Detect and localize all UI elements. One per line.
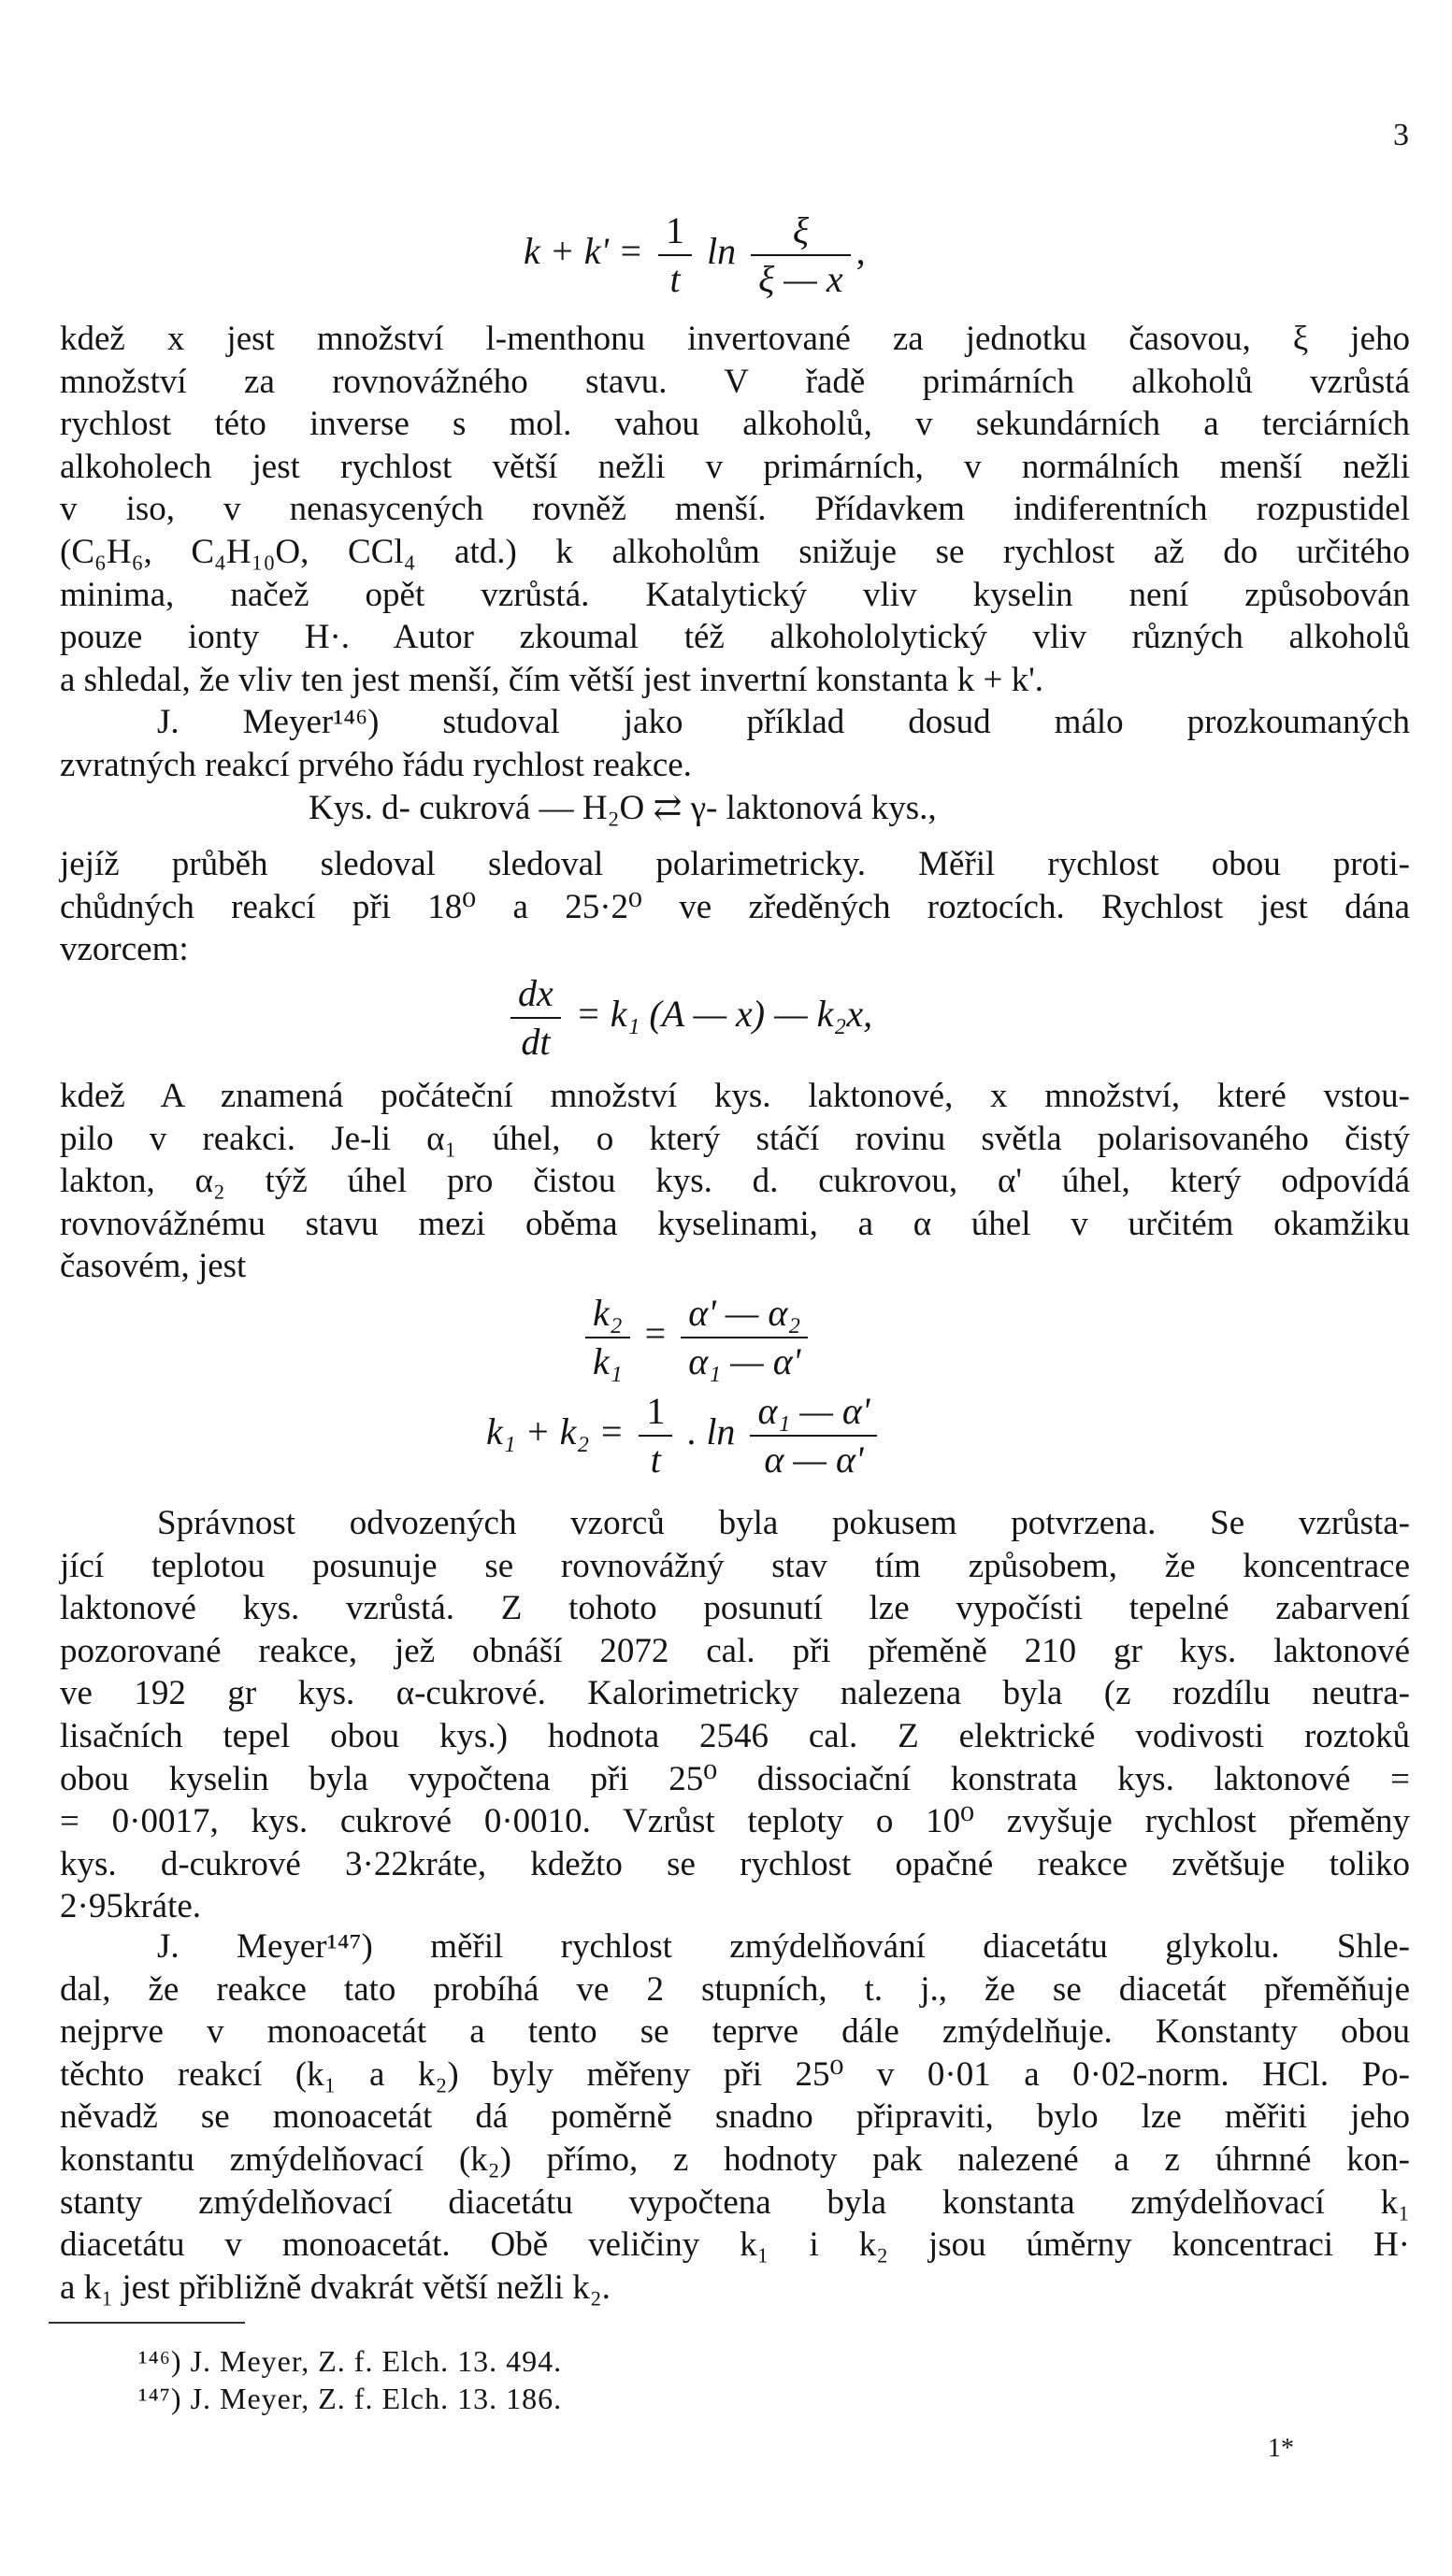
equation-1: k + k' = $\frac{1}{t}$ ln $\frac{\xi}{\xi — x}$ , [524,208,866,303]
equation-4-fraction: $\frac{1}{t}$ [639,1388,672,1483]
footnote-147: ¹⁴⁷) J. Meyer, Z. f. Elch. 13. 186. [138,2382,563,2415]
paragraph-2: J. Meyer¹⁴⁶) studoval jako příklad dosud málo prozkoumaných zvratných reakcí prvého řádu rychlost reakce. [60,703,1410,784]
equation-1-fraction-2: $\frac{\xi}{\xi — x}$ [751,208,850,303]
equation-4-fraction-2: $\frac{\text{α₁ — α'}}{\alpha — \alpha'}$ [750,1388,877,1483]
equation-2-fraction: $\frac{dx}{dt}$ [510,970,561,1066]
equation-4: k₁ + k₂ = $\frac{1}{t}$ . ln $\frac{\text{α₁ — α'}}{\alpha — \alpha'}$ [486,1388,883,1483]
footnote-rule [49,2322,245,2324]
paragraph-5: Správnost odvozených vzorců byla pokusem potvrzena. Se vzrůsta- jící teplotou posunuje se rovnovážný stav tím způsobem, že koncentrace laktonové kys. vzrůstá. Z tohoto posunutí lze vypočísti tepelné zabarvení pozorované reakce, jež obnáší 2072 cal. při přeměně 210 gr kys. laktonové ve 192 gr kys. α-cukrové. Kalorimetricky nalezena byla (z rozdílu neutra- lisačních tepel obou kys.) hodnota 2546 cal. Z elektrické vodivosti roztoků obou kyselin byla vypočtena při 25⁰ dissociační konstrata kys. laktonové = = 0·0017, kys. cukrové 0·0010. Vzrůst teploty o 10⁰ zvyšuje rychlost přeměny kys. d-cukrové 3·22kráte, kdežto se rychlost opačné reakce zvětšuje toliko 2·95kráte. [60,1504,1410,1926]
reaction-equation: Kys. d- cukrová — H₂O ⇄ γ- laktonová kys., [309,789,937,827]
signature-mark: 1* [1268,2434,1294,2463]
equation-3: $\frac{\text{k₂}}{\text{k₁}}$ = $\frac{\text{α' — α₂}}{\text{α₁ — α'}}$ [580,1290,813,1385]
footnote-146: ¹⁴⁶) J. Meyer, Z. f. Elch. 13. 494. [138,2344,563,2378]
page-number: 3 [1393,118,1409,152]
paragraph-3: jejíž průběh sledoval sledoval polarimetricky. Měřil rychlost obou proti- chůdných reakcí při 18⁰ a 25·2⁰ ve zředěných roztocích. Rychlost jest dána vzorcem: [60,845,1410,969]
equation-3-fraction-2: $\frac{\text{α' — α₂}}{\text{α₁ — α'}}$ [681,1290,808,1385]
equation-2: $\frac{dx}{dt}$ = k₁ (A — x) — k₂x, [505,970,872,1066]
equation-3-fraction: $\frac{\text{k₂}}{\text{k₁}}$ [585,1290,630,1385]
equation-1-fraction: $\frac{1}{t}$ [658,208,692,303]
paragraph-6: J. Meyer¹⁴⁷) měřil rychlost zmýdelňování diacetátu glykolu. Shle- dal, že reakce tato probíhá ve 2 stupních, t. j., že se diacetát přeměňuje nejprve v monoacetát a tento se teprve dále zmýdelňuje. Konstanty obou těchto reakcí (k₁ a k₂) byly měřeny při 25⁰ v 0·01 a 0·02-norm. HCl. Po- něvadž se monoacetát dá poměrně snadno připraviti, bylo lze měřiti jeho konstantu zmýdelňovací (k₂) přímo, z hodnoty pak nalezené a z úhrnné kon- stanty zmýdelňovací diacetátu vypočtena byla konstanta zmýdelňovací k₁ diacetátu v monoacetát. Obě veličiny k₁ i k₂ jsou úměrny koncentraci H· a k₁ jest přibližně dvakrát větší nežli k₂. [60,1927,1410,2307]
equation-1-lhs: k + k' = [524,230,644,273]
paragraph-4: kdež A znamená počáteční množství kys. laktonové, x množství, které vstou- pilo v reakci. Je-li α₁ úhel, o který stáčí rovinu světla polarisovaného čistý lakton, α₂ týž úhel pro čistou kys. d. cukrovou, α' úhel, který odpovídá rovnovážnému stavu mezi oběma kyselinami, a α úhel v určitém okamžiku časovém, jest [60,1077,1410,1286]
paragraph-1: kdež x jest množství l-menthonu invertované za jednotku časovou, ξ jeho množství za rovnovážného stavu. V řadě primárních alkoholů vzrůstá rychlost této inverse s mol. vahou alkoholů, v sekundárních a terciárních alkoholech jest rychlost větší nežli v primárních, v normálních menší nežli v iso, v nenasycených rovněž menší. Přídavkem indiferentních rozpustidel (C₆H₆, C₄H₁₀O, CCl₄ atd.) k alkoholům snižuje se rychlost až do určitého minima, načež opět vzrůstá. Katalytický vliv kyselin není způsobován pouze ionty H·. Autor zkoumal též alkohololytický vliv různých alkoholů a shledal, že vliv ten jest menší, čím větší jest invertní konstanta k + k'. [60,320,1410,699]
